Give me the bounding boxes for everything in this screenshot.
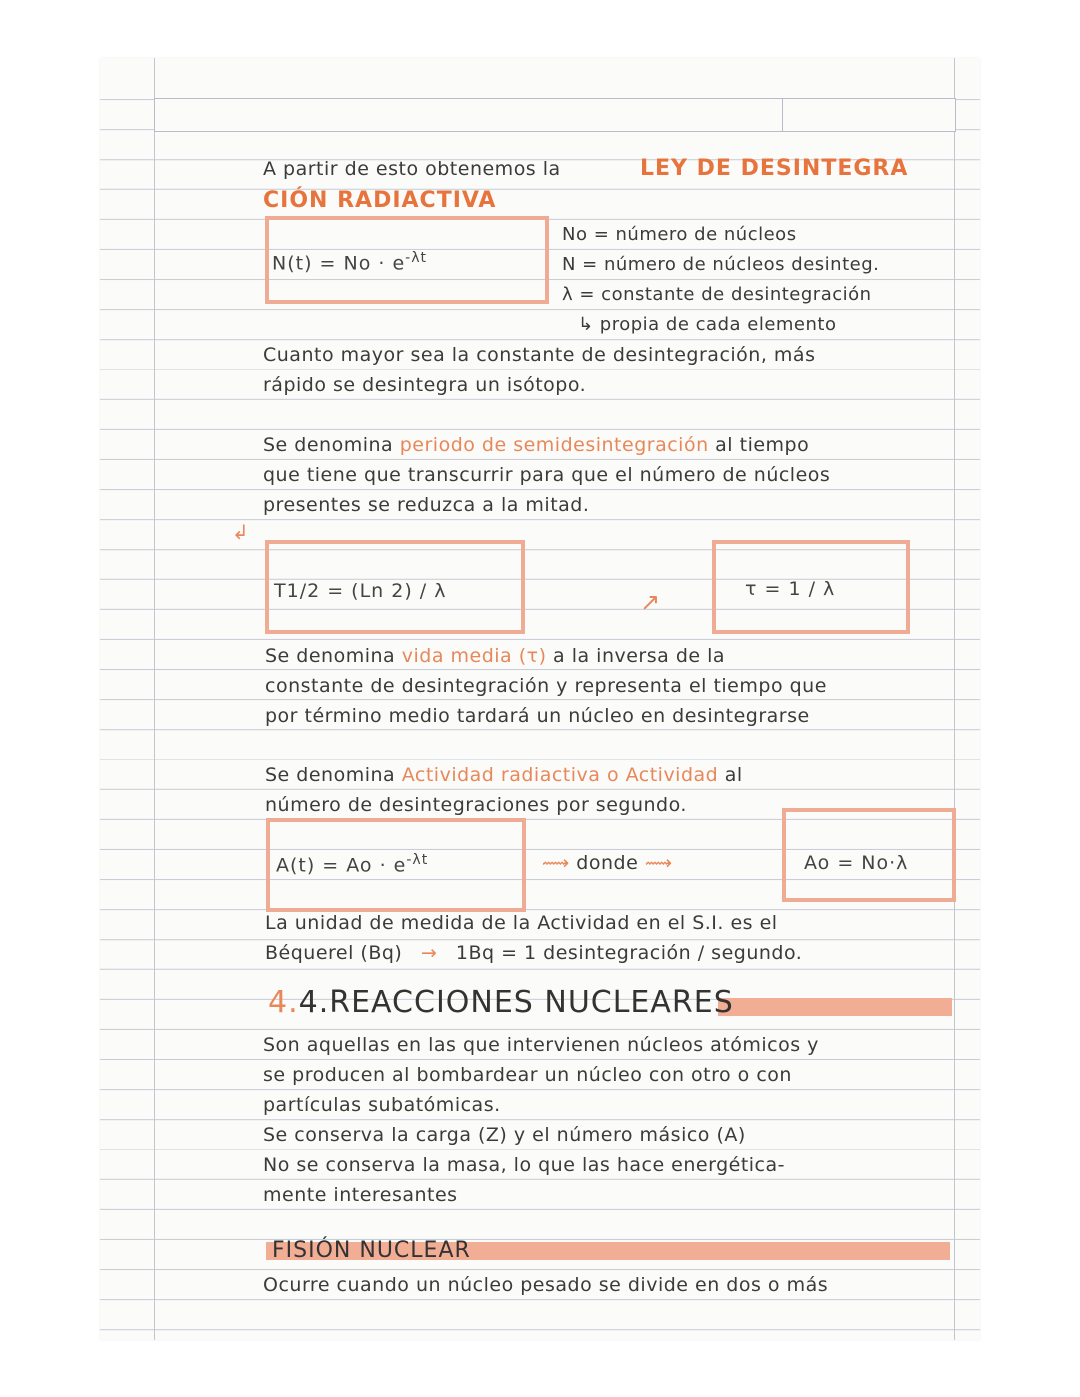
half-life-line2: que tiene que transcurrir para que el número de núcleos	[263, 464, 831, 486]
arrow-right-icon: ↗	[640, 588, 661, 616]
section-4-title: 4.4.REACCIONES NUCLEARES	[268, 985, 734, 1020]
definition-lambda-note: ↳ propia de cada elemento	[578, 314, 837, 335]
decay-note-line2: rápido se desintegra un isótopo.	[263, 374, 587, 396]
definition-no: No = número de núcleos	[562, 224, 797, 245]
law-title-part1: LEY DE DESINTEGRA	[640, 156, 909, 181]
squiggle-arrow-icon: ⟿	[644, 852, 673, 874]
section-4-line1: Son aquellas en las que intervienen núcleos atómicos y	[263, 1034, 819, 1056]
fission-title: FISIÓN NUCLEAR	[272, 1238, 471, 1263]
definition-n: N = número de núcleos desinteg.	[562, 254, 880, 275]
a0-formula: Ao = No·λ	[804, 852, 909, 874]
half-life-term: periodo de semidesintegración	[399, 434, 709, 456]
decay-note-line1: Cuanto mayor sea la constante de desintegración, más	[263, 344, 816, 366]
activity-line2: número de desintegraciones por segundo.	[265, 794, 687, 816]
curved-arrow-icon: ↲	[232, 520, 249, 544]
mean-life-term: vida media (τ)	[401, 645, 547, 667]
section-4-line2: se producen al bombardear un núcleo con otro o con	[263, 1064, 792, 1086]
unit-line2: Béquerel (Bq) → 1Bq = 1 desintegración / segundo.	[265, 942, 803, 964]
decay-formula: $N(t) = No \cdot e^{-\lambda t}$	[272, 250, 427, 275]
law-title-part2: CIÓN RADIACTIVA	[263, 188, 497, 213]
activity-term: Actividad radiactiva o Actividad	[401, 764, 719, 786]
half-life-line3: presentes se reduzca a la mitad.	[263, 494, 590, 516]
header-divider	[782, 98, 783, 132]
section-4-line5: No se conserva la masa, lo que las hace energética-	[263, 1154, 785, 1176]
mean-life-formula: τ = 1 / λ	[745, 578, 836, 600]
header-box	[154, 98, 956, 132]
section-title-highlight	[718, 998, 952, 1016]
fission-line1: Ocurre cuando un núcleo pesado se divide en dos o más	[263, 1274, 829, 1296]
section-4-line4: Se conserva la carga (Z) y el número másico (A)	[263, 1124, 746, 1146]
squiggle-arrow-icon: ⟿	[542, 852, 570, 874]
activity-formula: $A(t) = Ao \cdot e^{-\lambda t}$	[276, 852, 429, 877]
half-life-formula: T1/2 = (Ln 2) / λ	[274, 580, 447, 602]
section-4-line6: mente interesantes	[263, 1184, 458, 1206]
activity-line1: Se denomina Actividad radiactiva o Actividad al	[265, 764, 743, 786]
mean-life-line2: constante de desintegración y representa el tiempo que	[265, 675, 827, 697]
margin-line	[154, 58, 155, 1340]
mean-life-line3: por término medio tardará un núcleo en desintegrarse	[265, 705, 810, 727]
section-4-line3: partículas subatómicas.	[263, 1094, 501, 1116]
unit-line1: La unidad de medida de la Actividad en el S.I. es el	[265, 912, 778, 934]
half-life-line1: Se denomina periodo de semidesintegración al tiempo	[263, 434, 810, 456]
where-label: ⟿ donde ⟿	[542, 852, 673, 874]
definition-lambda: λ = constante de desintegración	[562, 284, 872, 305]
margin-line	[954, 58, 955, 1340]
intro-lead: A partir de esto obtenemos la	[263, 158, 561, 180]
mean-life-line1: Se denomina vida media (τ) a la inversa de la	[265, 645, 726, 667]
